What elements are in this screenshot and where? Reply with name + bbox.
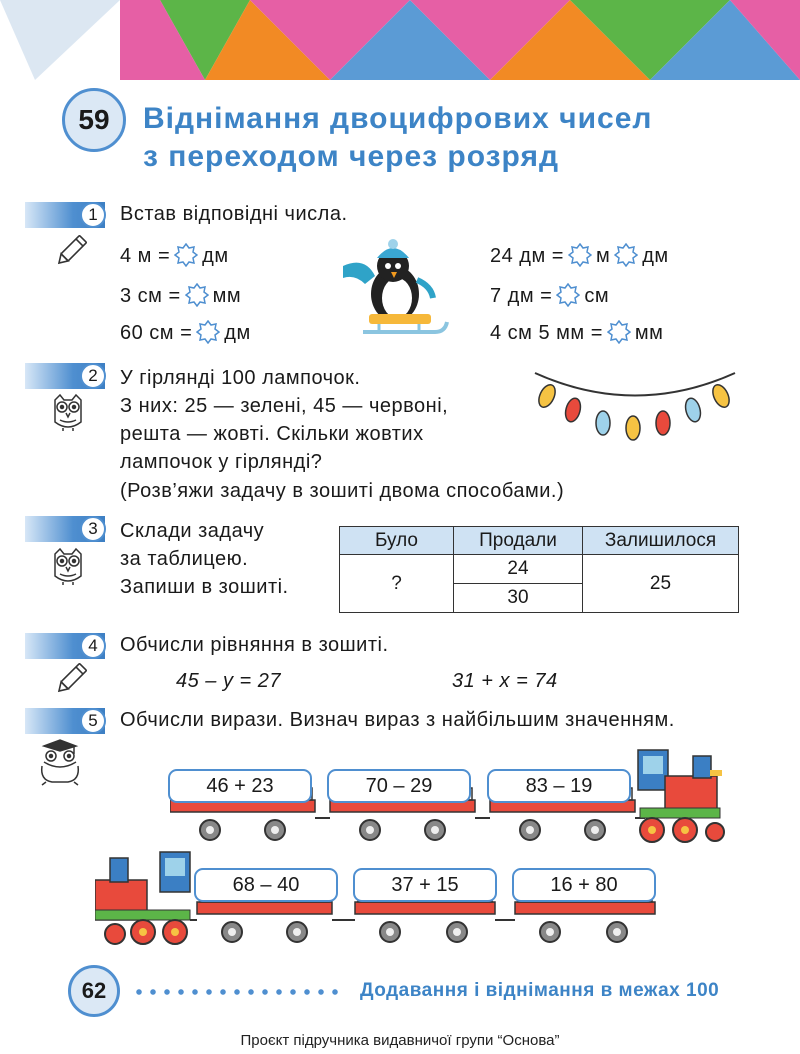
t1-left-row-2: 3 см = мм bbox=[120, 285, 242, 307]
lesson-number: 59 bbox=[78, 104, 110, 135]
blank-star-icon[interactable] bbox=[614, 243, 638, 267]
t1-right-row-1: 24 дм = м дм bbox=[490, 245, 669, 267]
task-number-2: 2 bbox=[80, 363, 106, 389]
expression-wagon: 68 – 40 bbox=[194, 868, 338, 902]
task2-problem: У гірлянді 100 лампочок. З них: 25 — зелені, 45 — червоні, решта — жовті. Скільки жовтих лампочок у гірлянді? bbox=[120, 367, 449, 473]
expression-wagon: 46 + 23 bbox=[168, 769, 312, 803]
task4-text: Обчисли рівняння в зошиті. bbox=[120, 634, 389, 656]
task1-text: Встав відповідні числа. bbox=[120, 203, 348, 225]
page-number-badge bbox=[68, 965, 120, 1017]
blank-star-icon[interactable] bbox=[196, 320, 220, 344]
pencil-icon bbox=[52, 660, 90, 698]
t1-right-row-3: 4 см 5 мм = мм bbox=[490, 322, 664, 344]
section-title: Додавання і віднімання в межах 100 bbox=[360, 980, 720, 1001]
expression-wagon: 70 – 29 bbox=[327, 769, 471, 803]
penguin-sled-illustration bbox=[335, 236, 455, 344]
expression-wagon: 37 + 15 bbox=[353, 868, 497, 902]
expression-wagon: 83 – 19 bbox=[487, 769, 631, 803]
owl-icon bbox=[50, 392, 86, 432]
blank-star-icon[interactable] bbox=[174, 243, 198, 267]
lesson-title-line2: з переходом через розряд bbox=[143, 140, 560, 173]
table-cell-sold: 24 bbox=[454, 555, 583, 584]
garland-illustration bbox=[525, 368, 745, 453]
page-number: 62 bbox=[81, 978, 107, 1003]
task5-text: Обчисли вирази. Визнач вираз з найбільшим значенням. bbox=[120, 709, 675, 731]
task3-text: Склади задачу за таблицею. Запиши в зошиті. bbox=[120, 520, 289, 598]
expression-wagon: 16 + 80 bbox=[512, 868, 656, 902]
lesson-title-line1: Віднімання двоцифрових чисел bbox=[143, 102, 653, 135]
frog-graduate-icon bbox=[34, 738, 86, 786]
t1-left-row-3: 60 см = дм bbox=[120, 322, 251, 344]
table-header: Продали bbox=[454, 527, 583, 555]
table-cell-was: ? bbox=[340, 555, 454, 613]
task-number-5: 5 bbox=[80, 708, 106, 734]
equation-2: 31 + x = 74 bbox=[452, 670, 558, 692]
owl-icon bbox=[50, 546, 86, 586]
blank-star-icon[interactable] bbox=[556, 283, 580, 307]
footer-dots bbox=[132, 989, 342, 995]
table-header: Залишилося bbox=[583, 527, 739, 555]
blank-star-icon[interactable] bbox=[185, 283, 209, 307]
table-cell-left: 25 bbox=[583, 555, 739, 613]
task2-note: (Розв’яжи задачу в зошиті двома способами.) bbox=[120, 480, 565, 502]
task-number-4: 4 bbox=[80, 633, 106, 659]
sales-table bbox=[339, 526, 739, 613]
t1-right-row-2: 7 дм = см bbox=[490, 285, 610, 307]
table-header: Було bbox=[340, 527, 454, 555]
top-banner bbox=[0, 0, 800, 80]
t1-left-row-1: 4 м = дм bbox=[120, 245, 229, 267]
table-cell-sold: 30 bbox=[454, 584, 583, 613]
lesson-number-badge bbox=[62, 88, 126, 152]
blank-star-icon[interactable] bbox=[607, 320, 631, 344]
pencil-icon bbox=[52, 232, 90, 270]
lesson-title bbox=[143, 100, 652, 176]
task-number-1: 1 bbox=[80, 202, 106, 228]
equation-1: 45 – y = 27 bbox=[176, 670, 282, 692]
task-number-3: 3 bbox=[80, 516, 106, 542]
blank-star-icon[interactable] bbox=[568, 243, 592, 267]
publisher-credit: Проєкт підручника видавничої групи “Основа” bbox=[240, 1032, 560, 1049]
